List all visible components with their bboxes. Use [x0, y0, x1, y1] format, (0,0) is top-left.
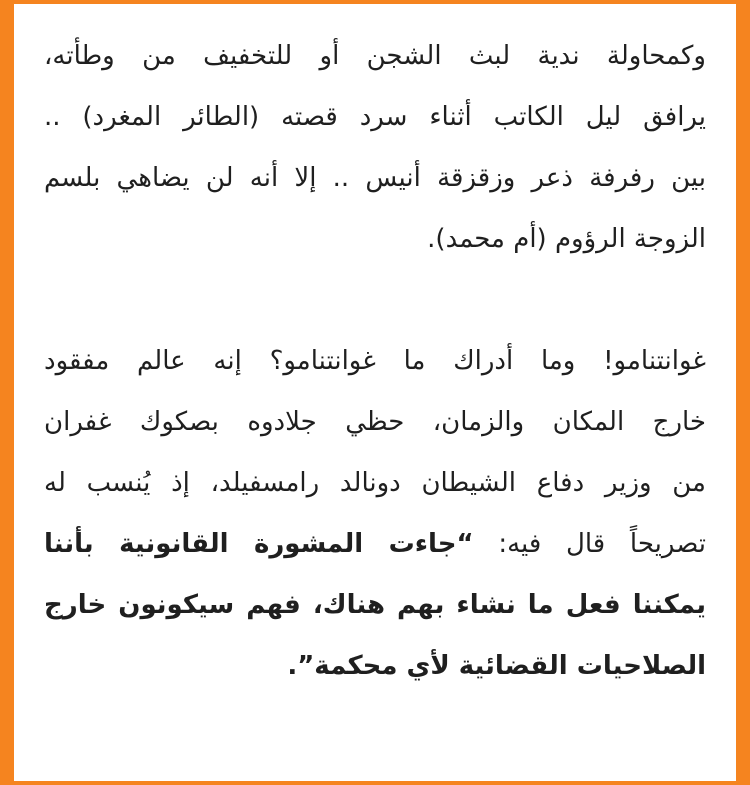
quote-end: الصلاحيات القضائية لأي محكمة”.	[287, 651, 706, 681]
paragraph-spacer	[44, 270, 706, 331]
paragraph-1-line-2: يرافق ليل الكاتب أثناء سرد قصته (الطائر المغرد) ..	[44, 102, 706, 132]
paragraph-2-line-3: من وزير دفاع الشيطان دونالد رامسفيلد، إذ يُنسب له	[44, 468, 706, 498]
article-text	[44, 26, 706, 697]
paragraph-2-line-4	[44, 514, 706, 575]
paragraph-2-line-2: خارج المكان والزمان، حظي جلادوه بصكوك غفران	[44, 407, 706, 437]
paragraph-1-line-4: الزوجة الرؤوم (أم محمد).	[427, 224, 706, 254]
paragraph-2-line-1: غوانتنامو! وما أدراك ما غوانتنامو؟ إنه عالم مفقود	[44, 346, 706, 376]
quote-middle: يمكننا فعل ما نشاء بهم هناك، فهم سيكونون خارج	[44, 590, 706, 620]
paragraph-1	[44, 26, 706, 270]
paragraph-1-line-1: وكمحاولة ندية لبث الشجن أو للتخفيف من وطأته،	[44, 41, 706, 71]
paragraph-2-line-4-normal: تصريحاً قال فيه:	[473, 529, 706, 559]
paragraph-1-line-3: بين رفرفة ذعر وزقزقة أنيس .. إلا أنه لن يضاهي بلسم	[44, 163, 706, 193]
paragraph-2	[44, 331, 706, 697]
quote-start: “جاءت المشورة القانونية بأننا	[44, 529, 474, 559]
